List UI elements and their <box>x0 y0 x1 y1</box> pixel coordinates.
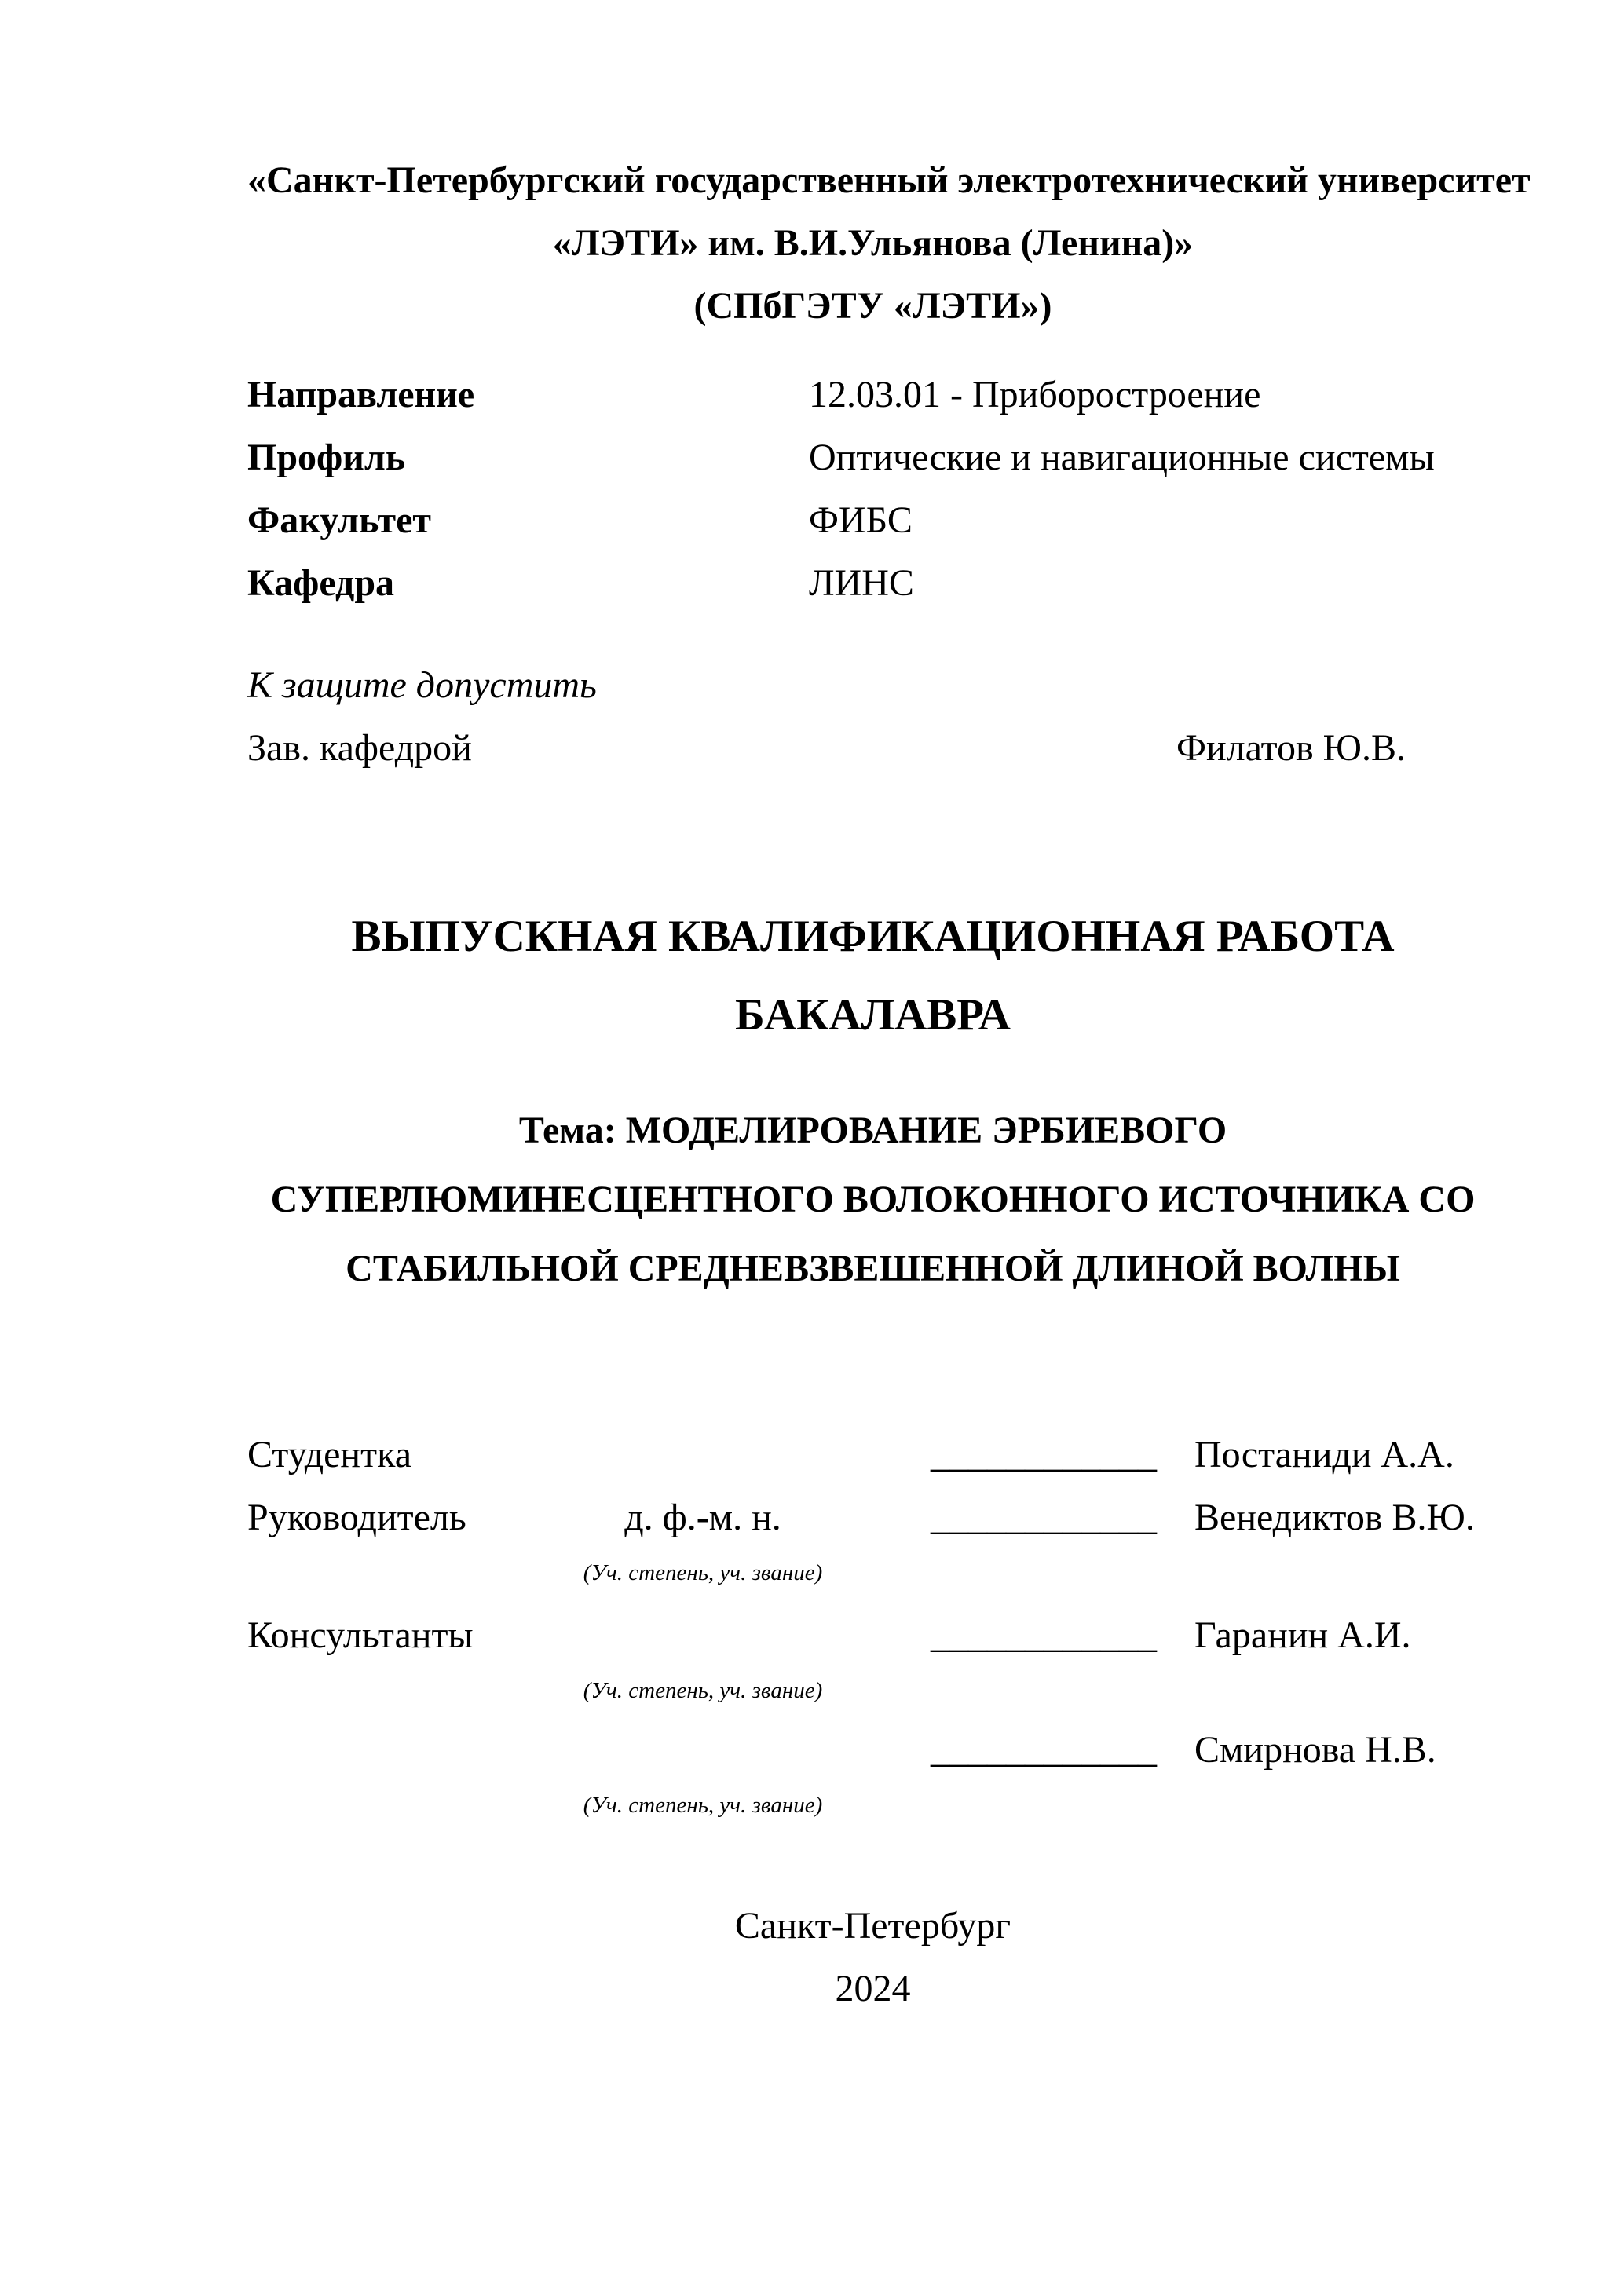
field-row-direction <box>247 364 1498 426</box>
university-name-line-2: «ЛЭТИ» им. В.И.Ульянова (Ленина)» <box>552 222 1194 264</box>
admission-role: Зав. кафедрой <box>247 727 472 769</box>
signature-name-consultant-2: Смирнова Н.В. <box>1194 1729 1436 1771</box>
footer-year: 2024 <box>835 1968 911 2009</box>
caption-cell <box>583 1549 823 1596</box>
signature-row-consultant-2 <box>247 1719 1498 1782</box>
field-label-department: Кафедра <box>247 562 395 604</box>
field-value-direction: 12.03.01 - Приборостроение <box>809 374 1261 415</box>
page-footer <box>247 1895 1498 2020</box>
signature-name-supervisor: Венедиктов В.Ю. <box>1194 1497 1475 1538</box>
caption-spacer <box>247 1549 601 1596</box>
signature-role-student: Студентка <box>247 1434 411 1475</box>
field-value-profile: Оптические и навигационные системы <box>809 437 1435 478</box>
signature-name-student: Постаниди А.А. <box>1194 1434 1454 1475</box>
field-row-faculty <box>247 489 1498 552</box>
degree-caption-row-supervisor <box>247 1549 1498 1596</box>
field-row-profile <box>247 426 1498 489</box>
signature-line-consultant-2: ____________ <box>931 1729 1157 1771</box>
field-row-department <box>247 552 1498 615</box>
admission-block <box>247 654 1498 780</box>
signature-name-consultant-1: Гаранин А.И. <box>1194 1614 1411 1656</box>
degree-caption-supervisor: (Уч. степень, уч. звание) <box>583 1560 823 1585</box>
signature-role-consultants: Консультанты <box>247 1614 474 1656</box>
signature-row-supervisor <box>247 1486 1498 1549</box>
field-label-profile: Профиль <box>247 437 406 478</box>
signature-role-supervisor: Руководитель <box>247 1497 466 1538</box>
work-type-title <box>247 898 1498 1055</box>
field-label-direction: Направление <box>247 374 475 415</box>
degree-caption-row-consultant-2 <box>247 1782 1498 1829</box>
work-type-title-line-2: БАКАЛАВРА <box>735 990 1011 1040</box>
caption-cell <box>583 1782 823 1829</box>
university-name-line-1: «Санкт-Петербургский государственный электротехнический университет <box>247 159 1531 201</box>
thesis-theme-line-2: СУПЕРЛЮМИНЕСЦЕНТНОГО ВОЛОКОННОГО ИСТОЧНИКА СО <box>270 1179 1476 1220</box>
field-value-department: ЛИНС <box>809 562 914 604</box>
signature-line-consultant-1: ____________ <box>931 1614 1157 1656</box>
caption-spacer <box>247 1667 601 1714</box>
degree-caption-consultant-2: (Уч. степень, уч. звание) <box>583 1793 823 1818</box>
signature-row-consultant-1 <box>247 1604 1498 1667</box>
university-header <box>247 149 1531 338</box>
degree-caption-row-consultant-1 <box>247 1667 1498 1714</box>
caption-spacer <box>247 1782 601 1829</box>
thesis-theme-line-3: СТАБИЛЬНОЙ СРЕДНЕВЗВЕШЕННОЙ ДЛИНОЙ ВОЛНЫ <box>346 1248 1400 1289</box>
work-type-title-line-1: ВЫПУСКНАЯ КВАЛИФИКАЦИОННАЯ РАБОТА <box>351 912 1395 961</box>
admission-note: К защите допустить <box>247 664 597 706</box>
university-abbreviation: (СПбГЭТУ «ЛЭТИ») <box>693 285 1052 327</box>
signature-block <box>247 1424 1498 1829</box>
signature-line-student: ____________ <box>931 1434 1157 1475</box>
degree-caption-consultant-1: (Уч. степень, уч. звание) <box>583 1678 823 1703</box>
signature-row-student <box>247 1424 1498 1486</box>
field-value-faculty: ФИБС <box>809 499 913 541</box>
signature-line-supervisor: ____________ <box>931 1497 1157 1538</box>
field-label-faculty: Факультет <box>247 499 431 541</box>
admission-approver-name: Филатов Ю.В. <box>1176 727 1406 769</box>
program-fields <box>247 364 1498 615</box>
footer-city: Санкт-Петербург <box>734 1905 1011 1947</box>
caption-cell <box>583 1667 823 1714</box>
signature-degree-supervisor: д. ф.-м. н. <box>624 1497 781 1538</box>
thesis-theme-line-1: Тема: МОДЕЛИРОВАНИЕ ЭРБИЕВОГО <box>518 1110 1227 1151</box>
thesis-theme <box>247 1096 1498 1303</box>
admission-row <box>247 717 1498 780</box>
